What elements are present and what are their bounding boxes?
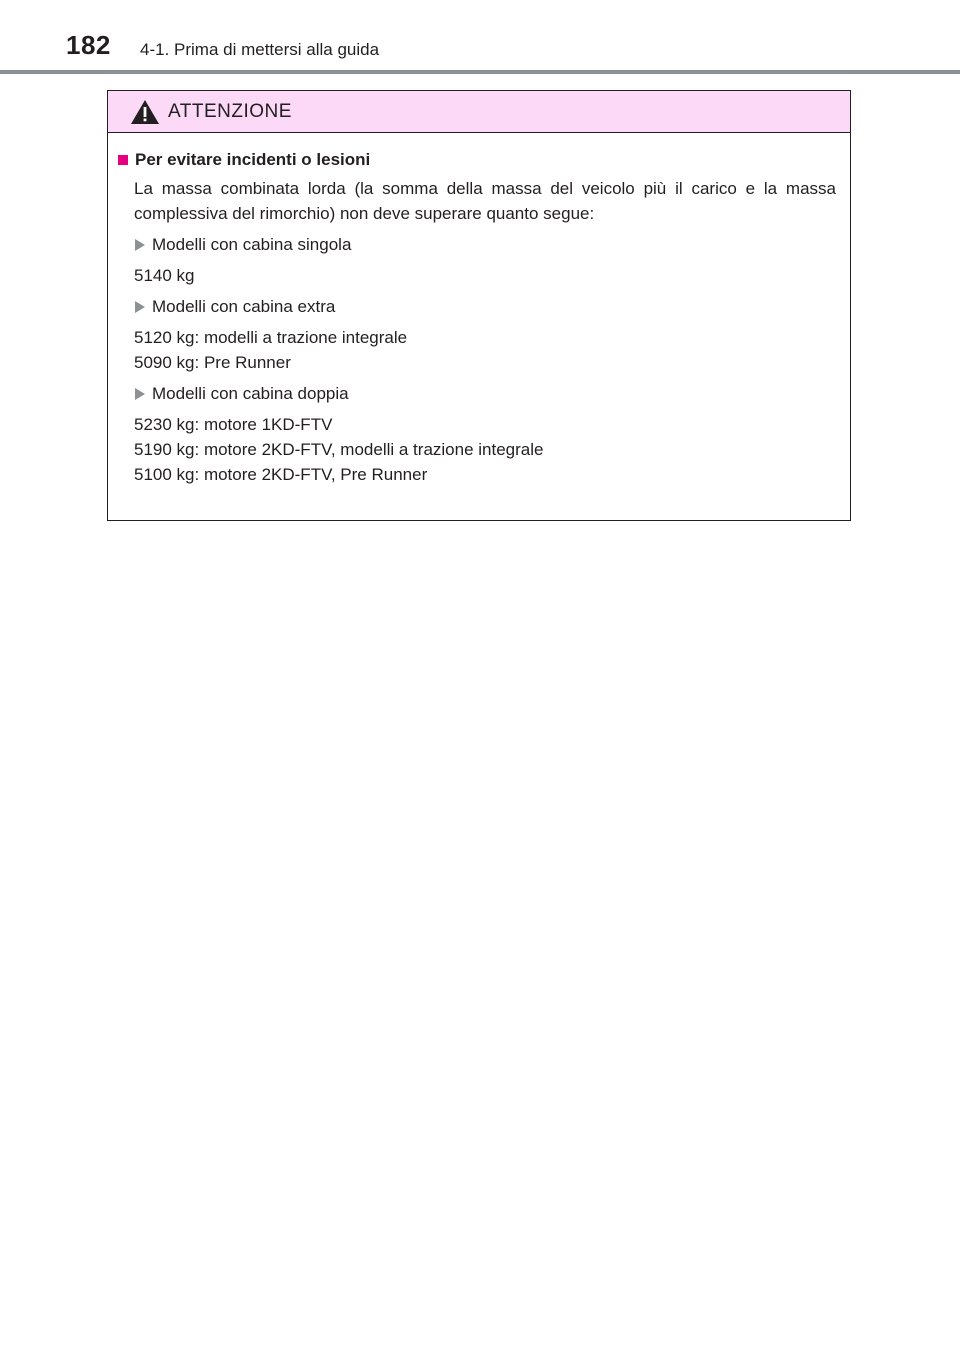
triangle-bullet-icon bbox=[134, 300, 146, 314]
model-label: Modelli con cabina singola bbox=[152, 235, 352, 254]
caution-header bbox=[108, 91, 850, 133]
model-values bbox=[134, 263, 836, 288]
model-value-line: 5140 kg bbox=[134, 266, 195, 285]
page-number: 182 bbox=[66, 30, 111, 60]
model-value-line: 5090 kg: Pre Runner bbox=[134, 353, 291, 372]
caution-box bbox=[107, 90, 851, 521]
caution-title: ATTENZIONE bbox=[168, 100, 292, 122]
model-item bbox=[134, 297, 836, 317]
caution-subheading bbox=[118, 150, 836, 170]
model-label: Modelli con cabina extra bbox=[152, 297, 336, 316]
model-label: Modelli con cabina doppia bbox=[152, 384, 349, 403]
model-value-line: 5230 kg: motore 1KD-FTV bbox=[134, 415, 333, 434]
intro-paragraph: La massa combinata lorda (la somma della massa del veicolo più il carico e la massa complessiva del rimorchio) non deve superare quanto segue: bbox=[134, 179, 836, 223]
warning-icon bbox=[130, 99, 160, 125]
section-title: 4-1. Prima di mettersi alla guida bbox=[140, 40, 380, 59]
model-values bbox=[134, 325, 836, 375]
model-item bbox=[134, 384, 836, 404]
caution-heading-text: Per evitare incidenti o lesioni bbox=[135, 150, 371, 169]
caution-body bbox=[108, 133, 850, 487]
model-value-line: 5190 kg: motore 2KD-FTV, modelli a trazione integrale bbox=[134, 440, 544, 459]
model-item bbox=[134, 235, 836, 255]
triangle-bullet-icon bbox=[134, 387, 146, 401]
model-value-line: 5120 kg: modelli a trazione integrale bbox=[134, 328, 408, 347]
model-values bbox=[134, 412, 836, 487]
model-value-line: 5100 kg: motore 2KD-FTV, Pre Runner bbox=[134, 465, 428, 484]
square-bullet-icon bbox=[118, 155, 128, 165]
triangle-bullet-icon bbox=[134, 238, 146, 252]
header-divider bbox=[0, 70, 960, 74]
